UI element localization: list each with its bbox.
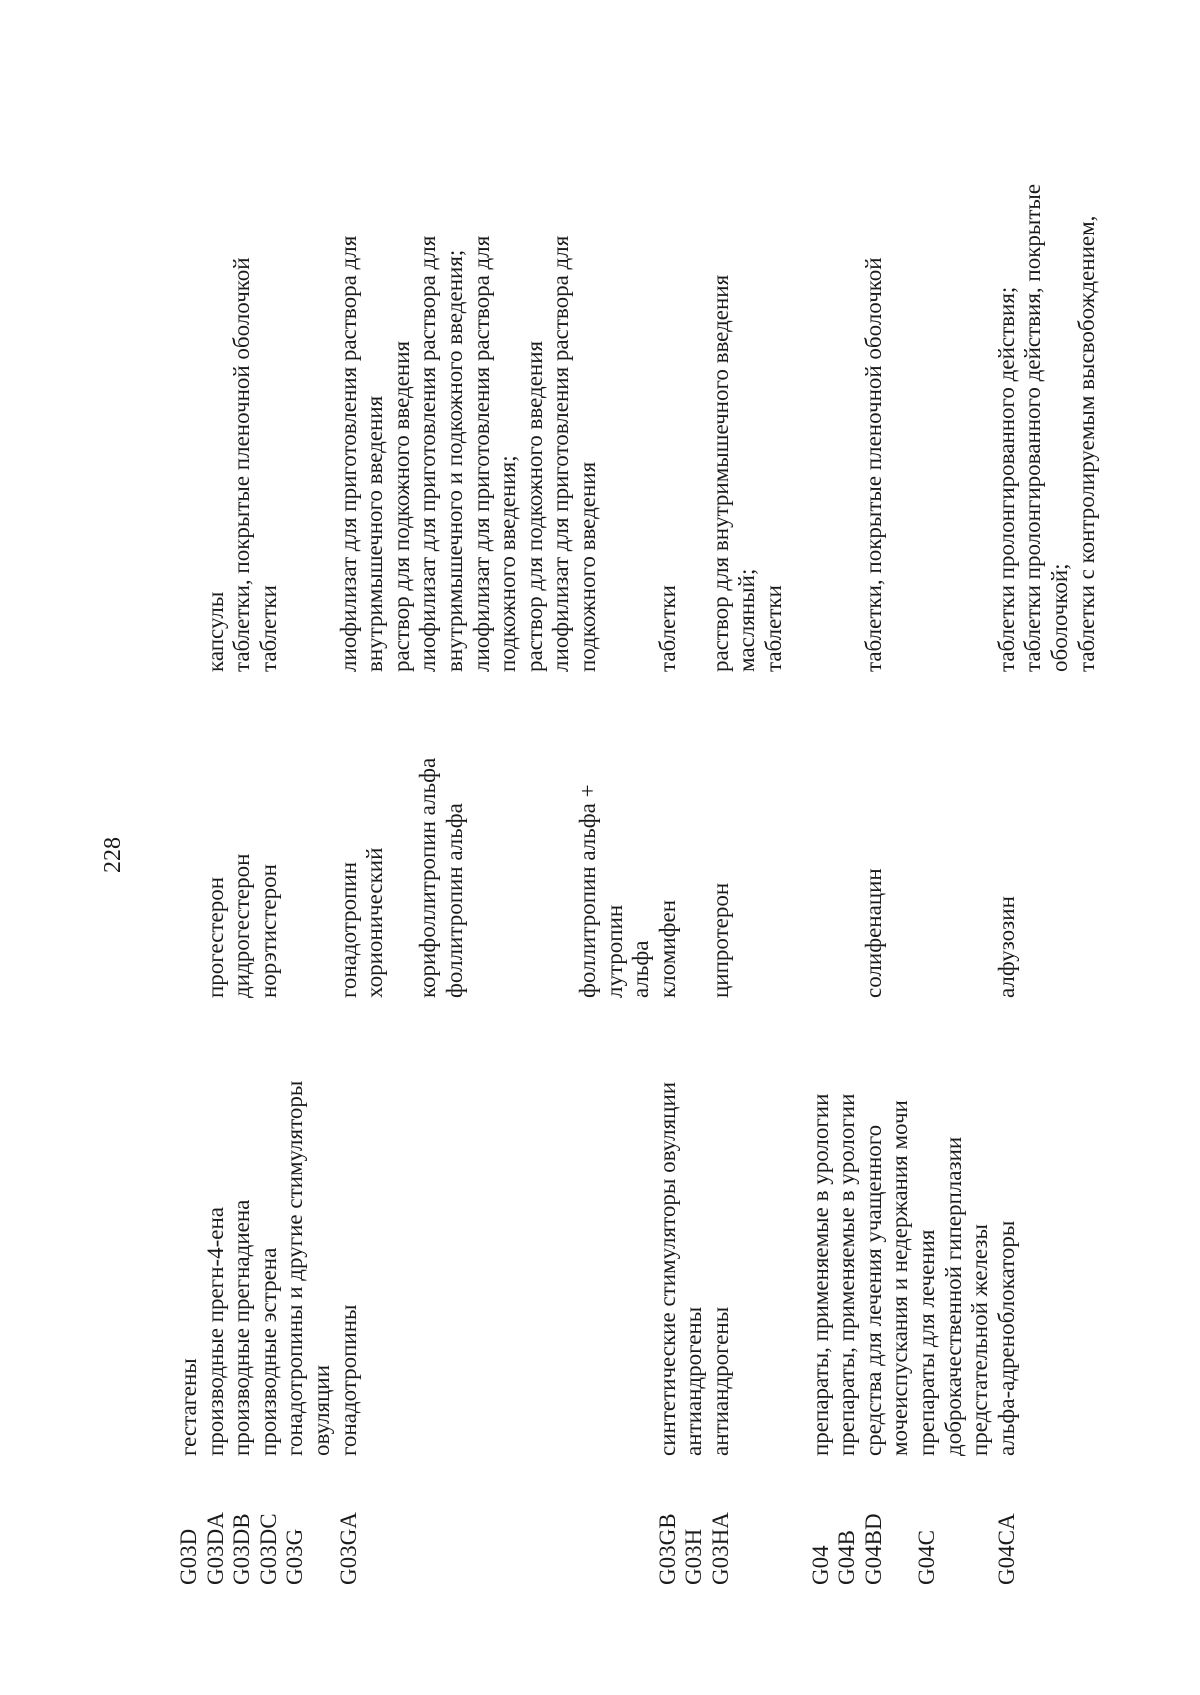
table-row <box>808 65 835 1585</box>
dosage-form: таблетки, покрытые пленочной оболочкой <box>860 257 886 672</box>
atc-code: G03DA <box>202 1512 228 1585</box>
pharmacological-group: производные эстрена <box>255 1247 281 1456</box>
dosage-form: таблетки <box>654 585 680 672</box>
table-row <box>203 65 230 1585</box>
atc-code: G04BD <box>860 1513 886 1585</box>
section-gap <box>788 65 808 1585</box>
atc-code: G03GB <box>654 1513 680 1585</box>
pharmacological-group: альфа-адреноблокаторы <box>993 1220 1019 1456</box>
pharmacological-group: гестагены <box>176 1358 201 1456</box>
table-row <box>861 65 914 1585</box>
drug-name: гонадотропин хорионический корифоллитропин альфа фоллитропин альфа фоллитропин альфа + лутропин альфа <box>335 757 654 998</box>
dosage-form: раствор для внутримышечного введения масляный; таблетки <box>707 274 787 672</box>
table-row <box>994 65 1100 1585</box>
atc-code: G03DC <box>255 1513 281 1585</box>
drug-name: ципротерон <box>707 882 733 998</box>
pharmacological-group: препараты, применяемые в урологии <box>807 1093 833 1456</box>
dosage-form: лиофилизат для приготовления раствора для внутримышечного введения раствор для подкожного введения лиофилизат для приготовления раствора для внутримышечного и подкожного введения; лиофилизат для приготовления раствора для подкожного введения; раствор для подкожного введения лиофилизат для приготовления раствора для подкожного введения <box>335 235 600 672</box>
table-row <box>336 65 655 1585</box>
pharmacological-group: антиандрогены <box>681 1306 707 1456</box>
atc-code: G03GA <box>335 1512 361 1585</box>
atc-code: G03D <box>176 1528 201 1585</box>
atc-code: G04C <box>914 1530 940 1585</box>
atc-code: G03H <box>681 1528 707 1585</box>
table-row <box>834 65 861 1585</box>
drug-name: прогестерон <box>202 877 228 998</box>
drug-name: дидрогестерон <box>229 853 255 998</box>
dosage-form: таблетки пролонгированного действия; таблетки пролонгированного действия, покрытые оболочкой; таблетки с контролируемым высвобождением, <box>993 183 1099 672</box>
pharmacological-group: средства для лечения учащенного мочеиспускания и недержания мочи <box>860 1100 913 1456</box>
table-row <box>176 65 203 1585</box>
pharmacological-group: антиандрогены <box>707 1306 733 1456</box>
table-row <box>229 65 256 1585</box>
pharmacological-group: гонадотропины <box>335 1304 361 1456</box>
dosage-form: таблетки, покрытые пленочной оболочкой <box>229 257 255 672</box>
page-number: 228 <box>100 837 126 873</box>
atc-code: G04B <box>834 1530 860 1585</box>
drug-name: солифенацин <box>860 868 886 998</box>
pharmacological-group: препараты для лечения доброкачественной гиперплазии предстательной железы <box>914 1136 993 1456</box>
drug-name: алфузозин <box>993 896 1019 998</box>
pharmacological-group: производные прегн-4-ена <box>202 1207 228 1456</box>
pharmacological-group: гонадотропины и другие стимуляторы овуляции <box>282 1080 334 1456</box>
drug-name: норэтистерон <box>255 864 281 998</box>
pharmacological-group: синтетические стимуляторы овуляции <box>654 1081 680 1456</box>
atc-code: G03DB <box>229 1513 255 1585</box>
drug-name: кломифен <box>654 900 680 998</box>
dosage-form: капсулы <box>202 591 228 672</box>
pharmacological-group: препараты, применяемые в урологии <box>834 1093 860 1456</box>
drug-table <box>176 65 1100 1585</box>
pharmacological-group: производные прегнадиена <box>229 1199 255 1456</box>
table-row <box>708 65 788 1585</box>
atc-code: G03G <box>282 1528 308 1585</box>
table-row <box>655 65 682 1585</box>
table-row <box>914 65 994 1585</box>
table-row <box>282 65 335 1585</box>
atc-code: G04 <box>807 1545 833 1585</box>
atc-code: G03HA <box>707 1512 733 1585</box>
table-row <box>256 65 283 1585</box>
table-row <box>681 65 708 1585</box>
dosage-form: таблетки <box>255 585 281 672</box>
atc-code: G04CA <box>993 1513 1019 1585</box>
